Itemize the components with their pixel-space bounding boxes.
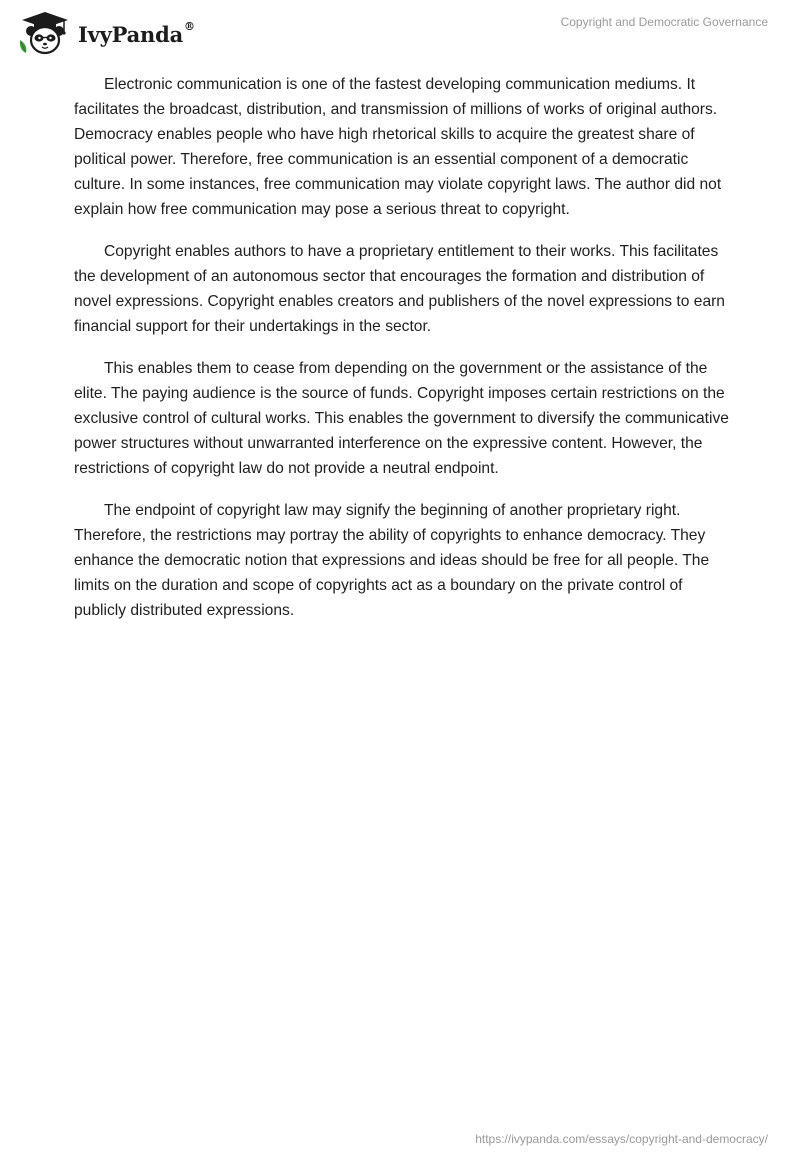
paragraph: The endpoint of copyright law may signify the beginning of another proprietary right. Therefore, the restrictions may portray the ability of copyrights to enhance democracy. They enhance the democratic notion that expressions and ideas should be free for all people. The limits on the duration and scope of copyrights act as a boundary on the private control of publicly distributed expressions.	[74, 502, 710, 619]
essay-body	[74, 72, 729, 640]
registered-mark: ®	[184, 19, 195, 33]
brand-logo[interactable]	[16, 10, 195, 56]
paragraph: Electronic communication is one of the fastest developing communication mediums. It facilitates the broadcast, distribution, and transmission of millions of works of original authors. Democracy enables people who have high rhetorical skills to acquire the greatest share of political power. Therefore, free communication is an essential component of a democratic culture. In some instances, free communication may violate copyright laws. The author did not explain how free communication may pose a serious threat to copyright.	[74, 76, 722, 218]
document-title: Copyright and Democratic Governance	[560, 15, 768, 29]
paragraph: Copyright enables authors to have a proprietary entitlement to their works. This facilitates the development of an autonomous sector that encourages the formation and distribution of novel expressions. Copyright enables creators and publishers of the novel expressions to earn financial support for their undertakings in the sector.	[74, 243, 725, 335]
source-url[interactable]: https://ivypanda.com/essays/copyright-and-democracy/	[475, 1132, 768, 1146]
paragraph: This enables them to cease from depending on the government or the assistance of the elite. The paying audience is the source of funds. Copyright imposes certain restrictions on the exclusive control of cultural works. This enables the government to diversify the communicative power structures without unwarranted interference on the expressive content. However, the restrictions of copyright law do not provide a neutral endpoint.	[74, 360, 729, 477]
brand-name: IvyPanda®	[78, 19, 195, 47]
panda-graduate-icon	[16, 10, 74, 56]
